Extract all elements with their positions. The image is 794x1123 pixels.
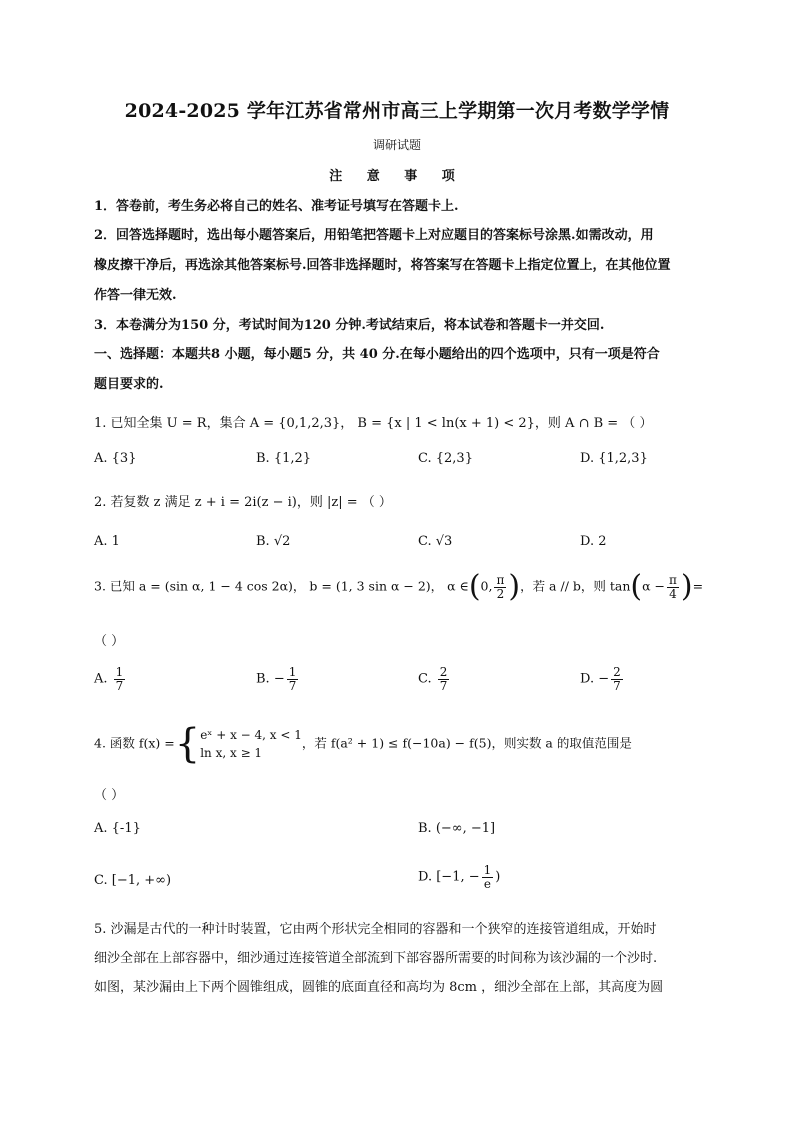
question-4: 4. 函数 f(x) ={ eˣ + x − 4, x < 1 ln x, x ≥ 1 ，若 f(a² + 1) ≤ f(−10a) − f(5)，则实数 a 的取值范围是: [94, 721, 632, 767]
q2-option-a: A. 1: [94, 534, 120, 549]
q1-option-b: B. {1,2}: [256, 451, 312, 466]
notice-3: 3．本卷满分为150 分，考试时间为120 分钟.考试结束后，将本试卷和答题卡一并交回.: [94, 318, 605, 333]
question-5-line3: 如图，某沙漏由上下两个圆锥组成，圆锥的底面直径和高均为 8cm ，细沙全部在上部，其高度为圆: [94, 980, 664, 995]
q3-pi-over-4: $\frac{\pi}{4}$: [668, 572, 677, 601]
notice-heading: 注 意 事 项: [329, 169, 465, 184]
q4-option-a: A. {-1}: [94, 821, 141, 836]
notice-2-line3: 作答一律无效.: [94, 288, 177, 303]
q3-interval-left: 0,: [480, 578, 493, 594]
q4-option-b: B. (−∞, −1]: [418, 821, 496, 836]
question-3: 3. 已知 a = (sin α, 1 − 4 cos 2α)， b = (1, 3 sin α − 2)， α ∈(0, $\frac{\pi}{2}$ )，若 a // b，则 tan(α − $\frac{\pi}{4}$ )=: [94, 569, 704, 604]
question-2: 2. 若复数 z 满足 z + i = 2i(z − i)，则 |z| = （ ）: [94, 495, 392, 510]
q1-option-a: A. {3}: [94, 451, 137, 466]
section-heading-line2: 题目要求的.: [94, 377, 164, 392]
q3-option-b: B. − $\frac{1}{7}$: [256, 665, 297, 693]
q3-middle: ，若 a // b，则 tan: [520, 578, 631, 594]
q3-option-c: C. $\frac{2}{7}$: [418, 665, 448, 693]
page-title: 2024-2025 学年江苏省常州市高三上学期第一次月考数学学情: [124, 100, 670, 122]
q3-pi-over-2: $\frac{\pi}{2}$: [496, 572, 505, 601]
q2-option-b: B. √2: [256, 534, 291, 549]
q4-suffix: ，若 f(a² + 1) ≤ f(−10a) − f(5)，则实数 a 的取值范围是: [301, 735, 632, 751]
q2-option-d: D. 2: [580, 534, 607, 549]
q3-option-d: D. − $\frac{2}{7}$: [580, 665, 621, 693]
page-subtitle: 调研试题: [372, 138, 421, 152]
q3-answer-paren: （ ）: [94, 634, 125, 649]
question-5-line2: 细沙全部在上部容器中，细沙通过连接管道全部流到下部容器所需要的时间称为该沙漏的一个沙时.: [94, 951, 658, 966]
q3-alpha-minus: α −: [642, 578, 665, 594]
q1-option-d: D. {1,2,3}: [580, 451, 648, 466]
q4-piecewise: eˣ + x − 4, x < 1 ln x, x ≥ 1: [200, 728, 302, 760]
q4-answer-paren: （ ）: [94, 788, 125, 803]
question-5-line1: 5. 沙漏是古代的一种计时装置，它由两个形状完全相同的容器和一个狭窄的连接管道组成，开始时: [94, 922, 657, 937]
section-heading-line1: 一、选择题：本题共8 小题，每小题5 分，共 40 分.在每小题给出的四个选项中，只有一项是符合: [94, 347, 660, 362]
q4-prefix: 4. 函数 f(x) =: [94, 735, 175, 751]
q3-prefix: 3. 已知 a = (sin α, 1 − 4 cos 2α)， b = (1, 3 sin α − 2)， α ∈: [94, 578, 469, 594]
notice-2-line2: 橡皮擦干净后，再选涂其他答案标号.回答非选择题时，将答案写在答题卡上指定位置上，在其他位置: [94, 258, 671, 273]
q3-equals: =: [692, 578, 704, 594]
q4-option-d: D. [−1, − $\frac{1}{e}$ ): [418, 863, 501, 891]
q4-option-c: C. [−1, +∞): [94, 873, 172, 888]
question-1: 1. 已知全集 U = R，集合 A = {0,1,2,3}， B = {x | 1 < ln(x + 1) < 2}，则 A ∩ B = （ ）: [94, 416, 653, 431]
q2-option-c: C. √3: [418, 534, 453, 549]
notice-2-line1: 2．回答选择题时，选出每小题答案后，用铅笔把答题卡上对应题目的答案标号涂黑.如需改动，用: [94, 228, 654, 243]
q1-option-c: C. {2,3}: [418, 451, 473, 466]
q3-option-a: A. $\frac{1}{7}$: [94, 665, 124, 693]
notice-1: 1．答卷前，考生务必将自己的姓名、准考证号填写在答题卡上.: [94, 199, 459, 214]
